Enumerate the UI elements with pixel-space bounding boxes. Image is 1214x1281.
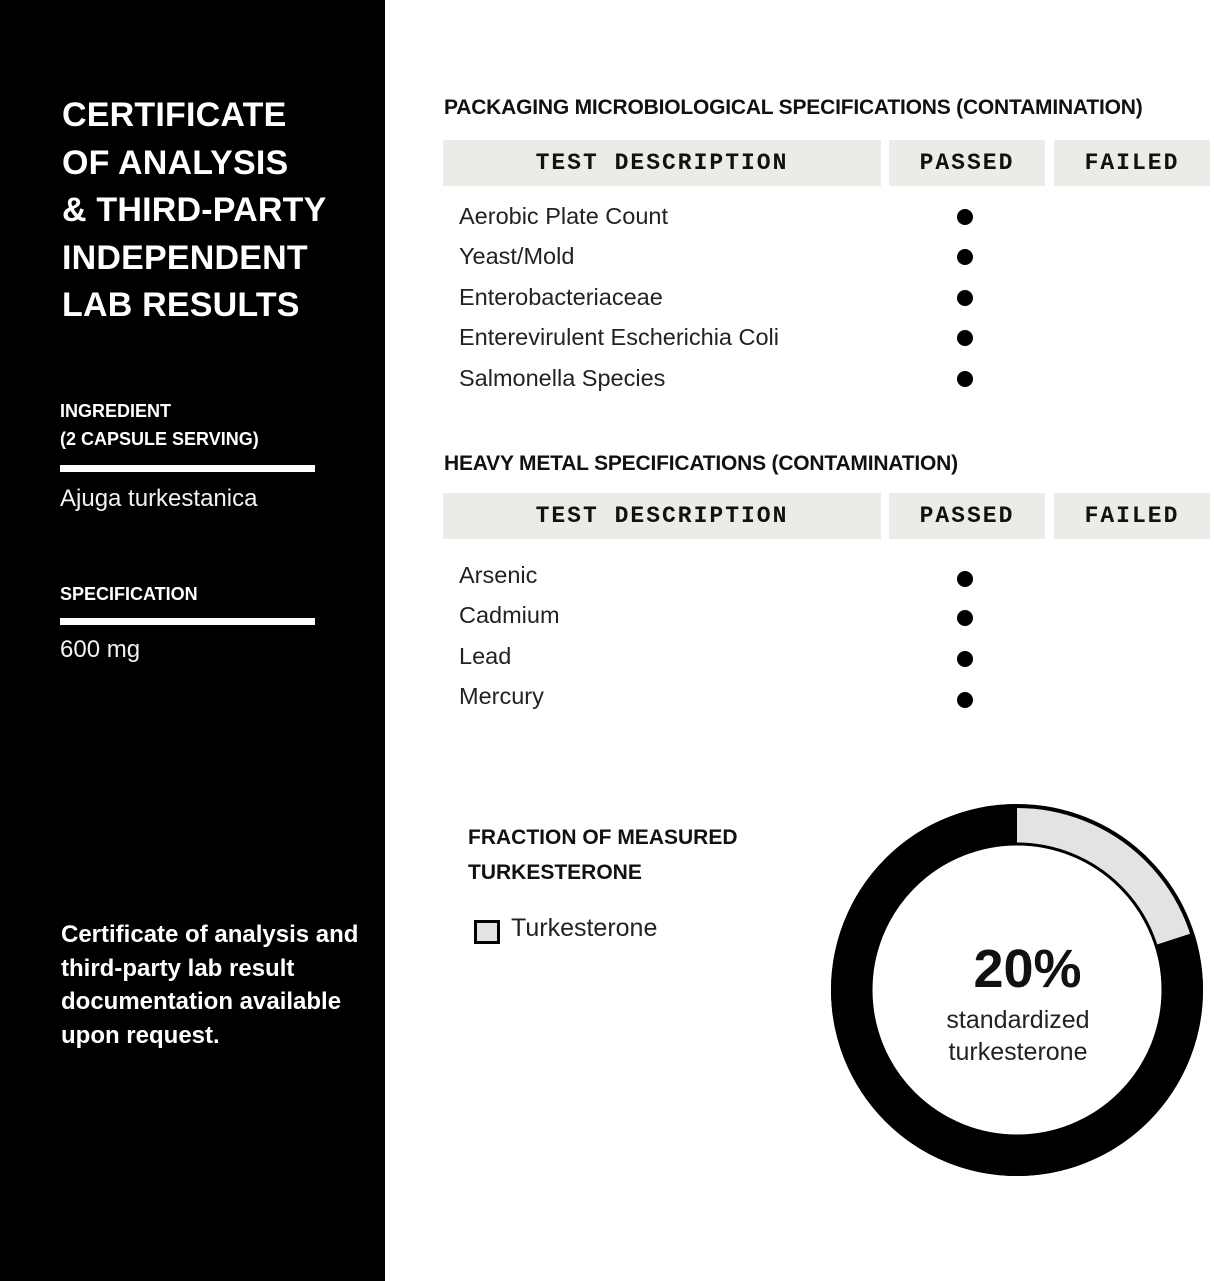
heavy-metal-header-passed: PASSED (889, 493, 1045, 539)
fraction-title-line: FRACTION OF MEASURED (468, 826, 738, 849)
passed-dot (957, 330, 973, 346)
fraction-title (468, 820, 788, 890)
title-line: & THIRD-PARTY (62, 191, 327, 229)
legend-label: Turkesterone (511, 914, 658, 942)
ingredient-value: Ajuga turkestanica (60, 485, 258, 512)
donut-caption-line: turkesterone (948, 1038, 1088, 1066)
donut-caption (918, 1004, 1118, 1068)
passed-dot (957, 692, 973, 708)
divider (60, 618, 315, 625)
title-line: LAB RESULTS (62, 286, 300, 324)
microbio-row-label: Salmonella Species (459, 365, 666, 391)
passed-dot (957, 209, 973, 225)
availability-note: Certificate of analysis and third-party lab result documentation available upon request. (61, 921, 359, 1049)
sidebar (0, 0, 385, 1281)
heavy-metal-header-description: TEST DESCRIPTION (443, 493, 881, 539)
passed-dot (957, 610, 973, 626)
microbio-header-passed: PASSED (889, 140, 1045, 186)
microbio-header-failed: FAILED (1054, 140, 1210, 186)
title-line: INDEPENDENT (62, 238, 308, 277)
passed-dot (957, 371, 973, 387)
sidebar-title (62, 92, 362, 330)
ingredient-label: INGREDIENT (60, 401, 172, 421)
heavy-metal-row-label: Lead (459, 643, 512, 669)
microbio-row-label: Enterobacteriaceae (459, 284, 663, 310)
heavy-metal-row-label: Mercury (459, 683, 544, 709)
passed-dot (957, 290, 973, 306)
passed-dot (957, 651, 973, 667)
title-line: CERTIFICATE (62, 96, 287, 134)
microbio-header-description: TEST DESCRIPTION (443, 140, 881, 186)
specification-value: 600 mg (60, 636, 141, 663)
fraction-title-line: TURKESTERONE (468, 861, 642, 884)
specification-label: SPECIFICATION (60, 584, 198, 604)
legend-swatch (474, 920, 500, 944)
microbio-row-label: Enterevirulent Escherichia Coli (459, 324, 780, 350)
heavy-metal-header-failed: FAILED (1054, 493, 1210, 539)
microbio-row-label: Yeast/Mold (459, 243, 575, 269)
donut-percent: 20% (973, 939, 1082, 999)
microbio-row-label: Aerobic Plate Count (459, 203, 669, 229)
ingredient-serving-label: (2 CAPSULE SERVING) (60, 429, 259, 449)
heavy-metal-row-label: Cadmium (459, 602, 560, 628)
heavy-metal-section-title: HEAVY METAL SPECIFICATIONS (CONTAMINATION) (444, 452, 958, 475)
divider (60, 465, 315, 472)
passed-dot (957, 571, 973, 587)
heavy-metal-row-label: Arsenic (459, 562, 538, 588)
title-line: OF ANALYSIS (62, 143, 289, 182)
donut-caption-line: standardized (946, 1006, 1090, 1034)
microbio-section-title: PACKAGING MICROBIOLOGICAL SPECIFICATIONS (CONTAMINATION) (444, 96, 1143, 119)
passed-dot (957, 249, 973, 265)
